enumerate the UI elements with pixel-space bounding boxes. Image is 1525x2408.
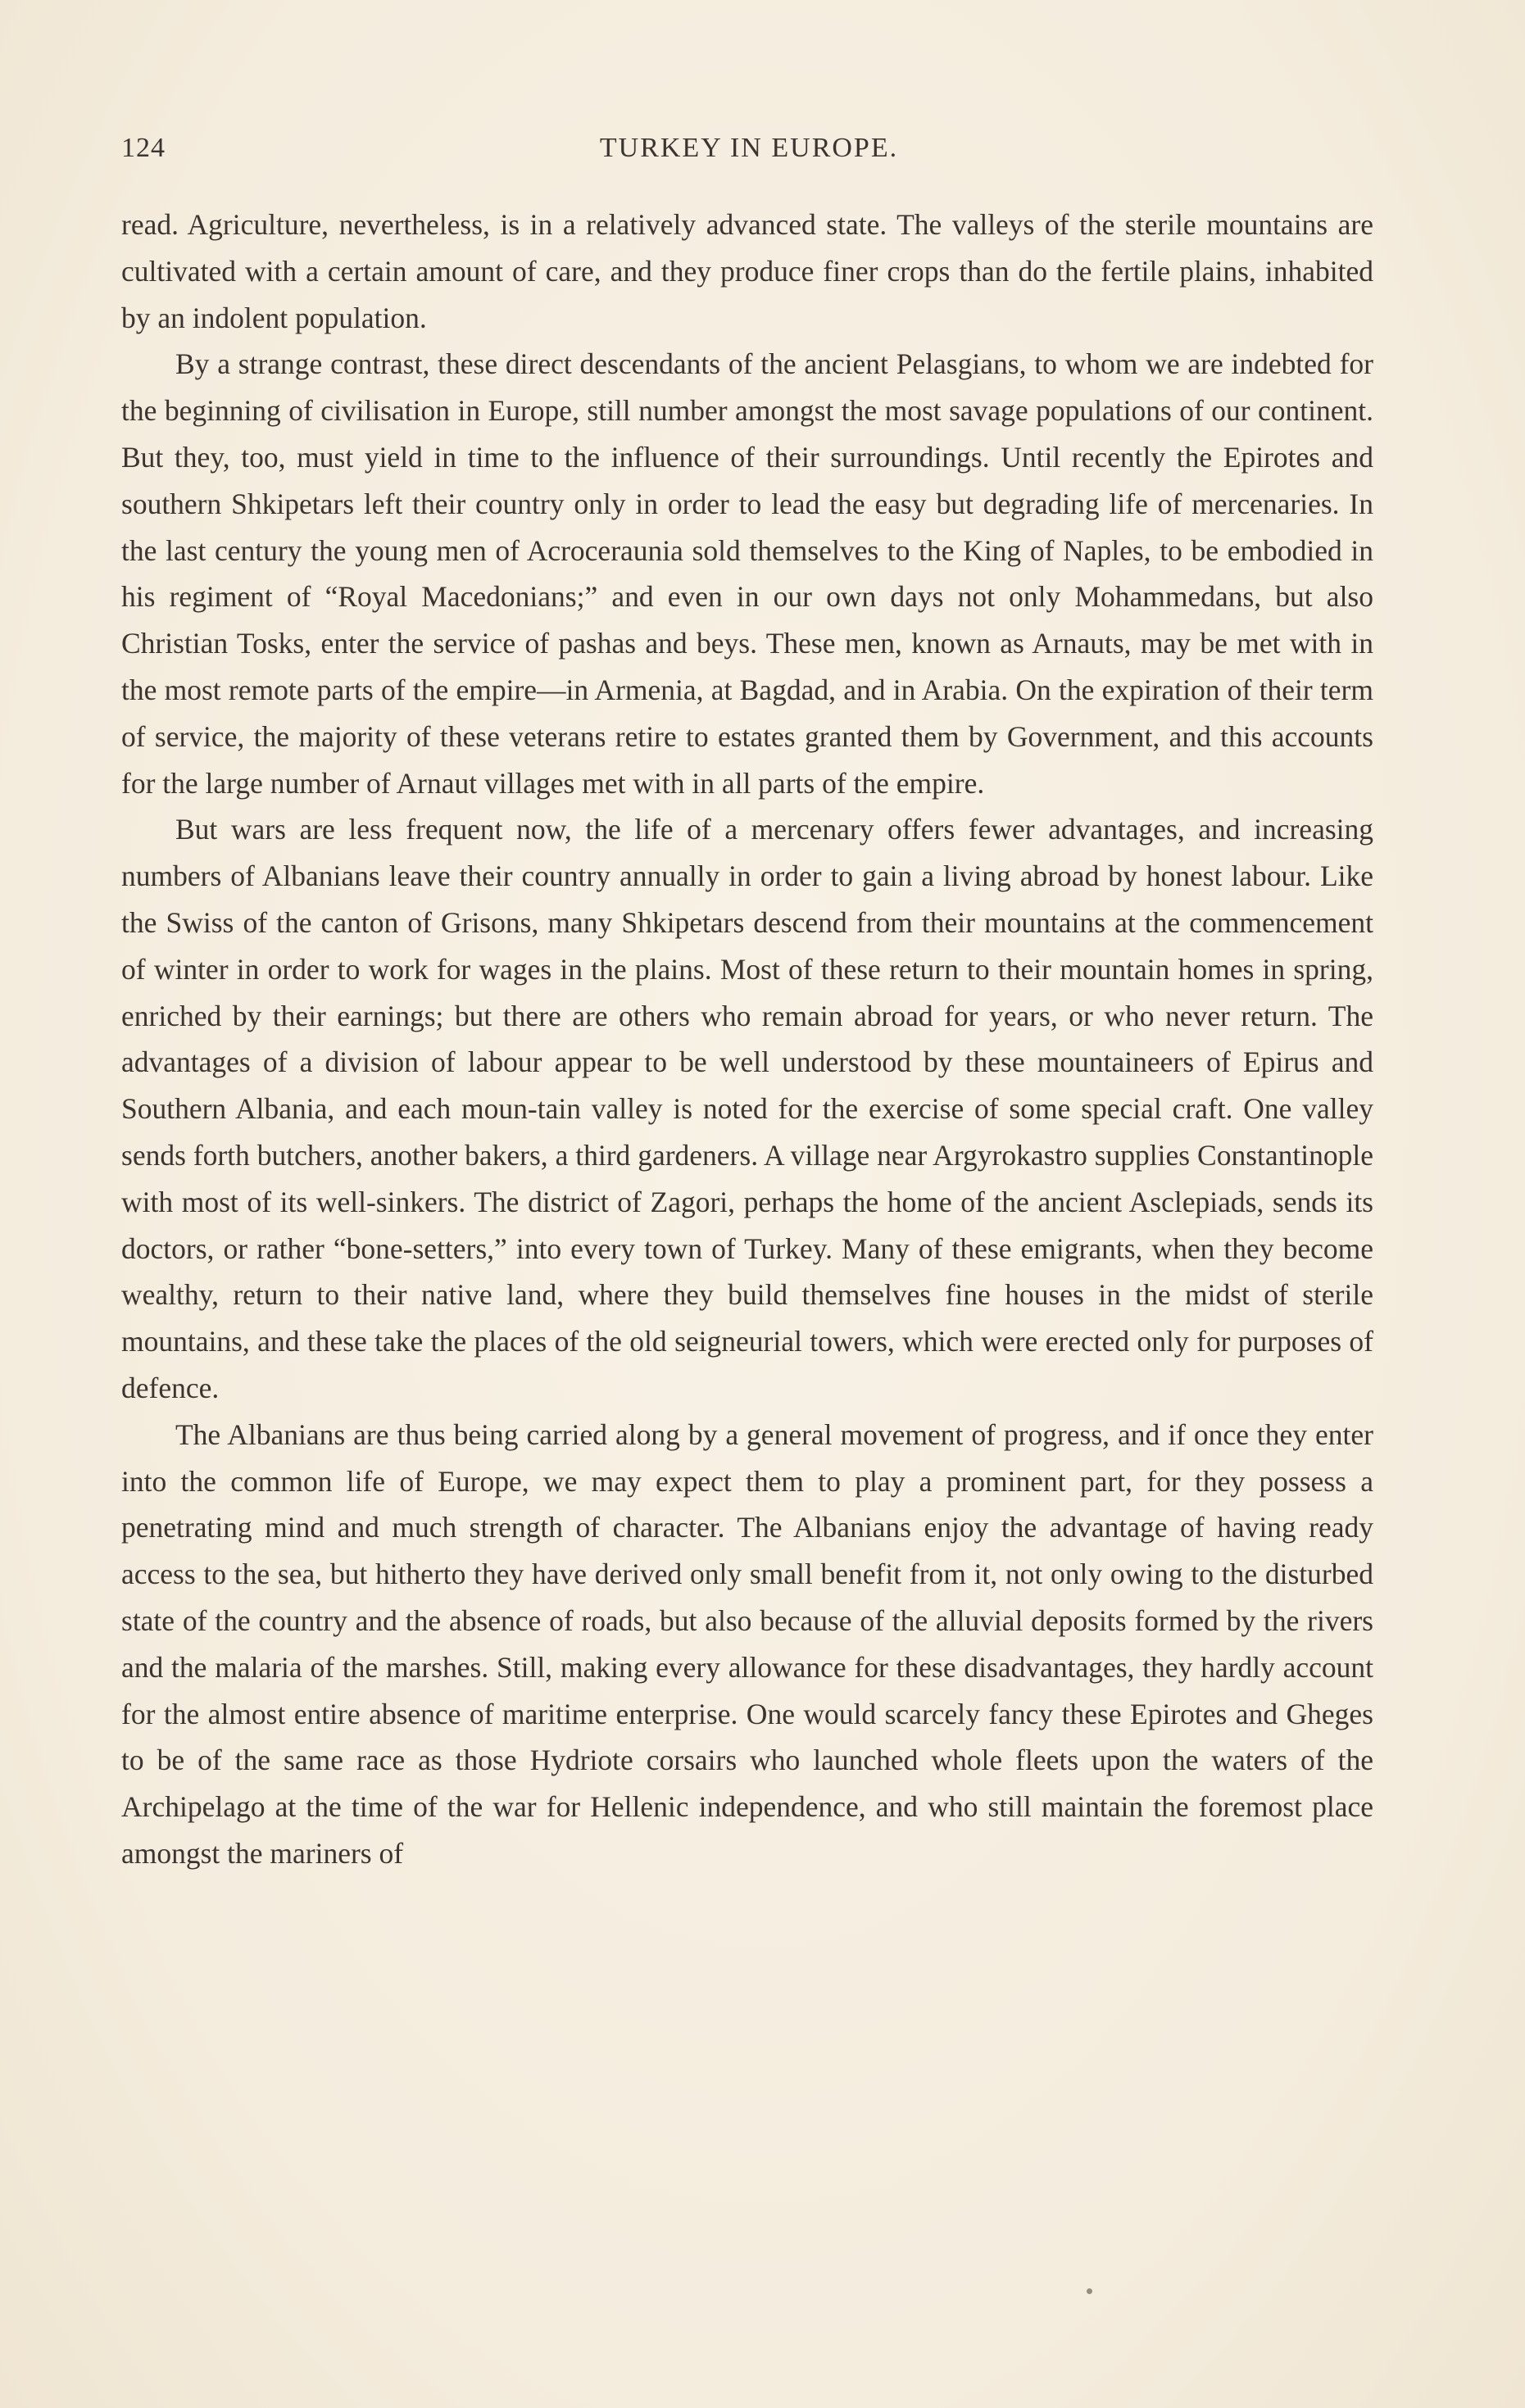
page-header <box>121 133 1377 169</box>
paragraph-progress: The Albanians are thus being carried along by a general movement of progress, and if once they enter into the common life of Europe, we may expect them to play a prominent part, for they possess a penetrating mind and much strength of character. The Albanians enjoy the advantage of having ready access to the sea, but hitherto they have derived only small benefit from it, not only owing to the disturbed state of the country and the absence of roads, but also because of the alluvial deposits formed by the rivers and the malaria of the marshes. Still, making every allowance for these disadvantages, they hardly account for the almost entire absence of maritime enterprise. One would scarcely fancy these Epirotes and Gheges to be of the same race as those Hydriote corsairs who launched whole fleets upon the waters of the Archipelago at the time of the war for Hellenic independence, and who still maintain the foremost place amongst the mariners of <box>121 1417 1373 1870</box>
ink-speck <box>1087 2288 1092 2294</box>
paragraph-continuation: read. Agriculture, nevertheless, is in a relatively advanced state. The valleys of the sterile mountains are cultivated with a certain amount of care, and they produce finer crops than do the fertile plains, inhabited by an indolent population. <box>121 208 1373 334</box>
paragraph-mercenaries: By a strange contrast, these direct descendants of the ancient Pelasgians, to whom we are indebted for the beginning of civilisation in Europe, still number amongst the most savage populations of our continent. But they, too, must yield in time to the influence of their surroundings. Until recently the Epirotes and southern Shkipetars left their country only in order to lead the easy but degrading life of mercenaries. In the last century the young men of Acroceraunia sold themselves to the King of Naples, to be embodied in his regiment of “Royal Macedonians;” and even in our own days not only Mohammedans, but also Christian Tosks, enter the service of pashas and beys. These men, known as Arnauts, may be met with in the most remote parts of the empire—in Armenia, at Bagdad, and in Arabia. On the expiration of their term of service, the majority of these veterans retire to estates granted them by Government, and this accounts for the large number of Arnaut villages met with in all parts of the empire. <box>121 347 1373 800</box>
running-title: TURKEY IN EUROPE. <box>599 133 899 163</box>
paragraph-emigration: But wars are less frequent now, the life of a mercenary offers fewer advantages, and increasing numbers of Albanians leave their country annually in order to gain a living abroad by honest labour. Like the Swiss of the canton of Grisons, many Shkipetars descend from their mountains at the commencement of winter in order to work for wages in the plains. Most of these return to their mountain homes in spring, enriched by their earnings; but there are others who remain abroad for years, or who never return. The advantages of a division of labour appear to be well understood by these mountaineers of Epirus and Southern Albania, and each moun-tain valley is noted for the exercise of some special craft. One valley sends forth butchers, another bakers, a third gardeners. A village near Argyrokastro supplies Constantinople with most of its well-sinkers. The district of Zagori, perhaps the home of the ancient Asclepiads, sends its doctors, or rather “bone-setters,” into every town of Turkey. Many of these emigrants, when they become wealthy, return to their native land, where they build themselves fine houses in the midst of sterile mountains, and these take the places of the old seigneurial towers, which were erected only for purposes of defence. <box>121 813 1373 1404</box>
body-text <box>121 202 1373 1877</box>
page-number: 124 <box>121 133 166 163</box>
